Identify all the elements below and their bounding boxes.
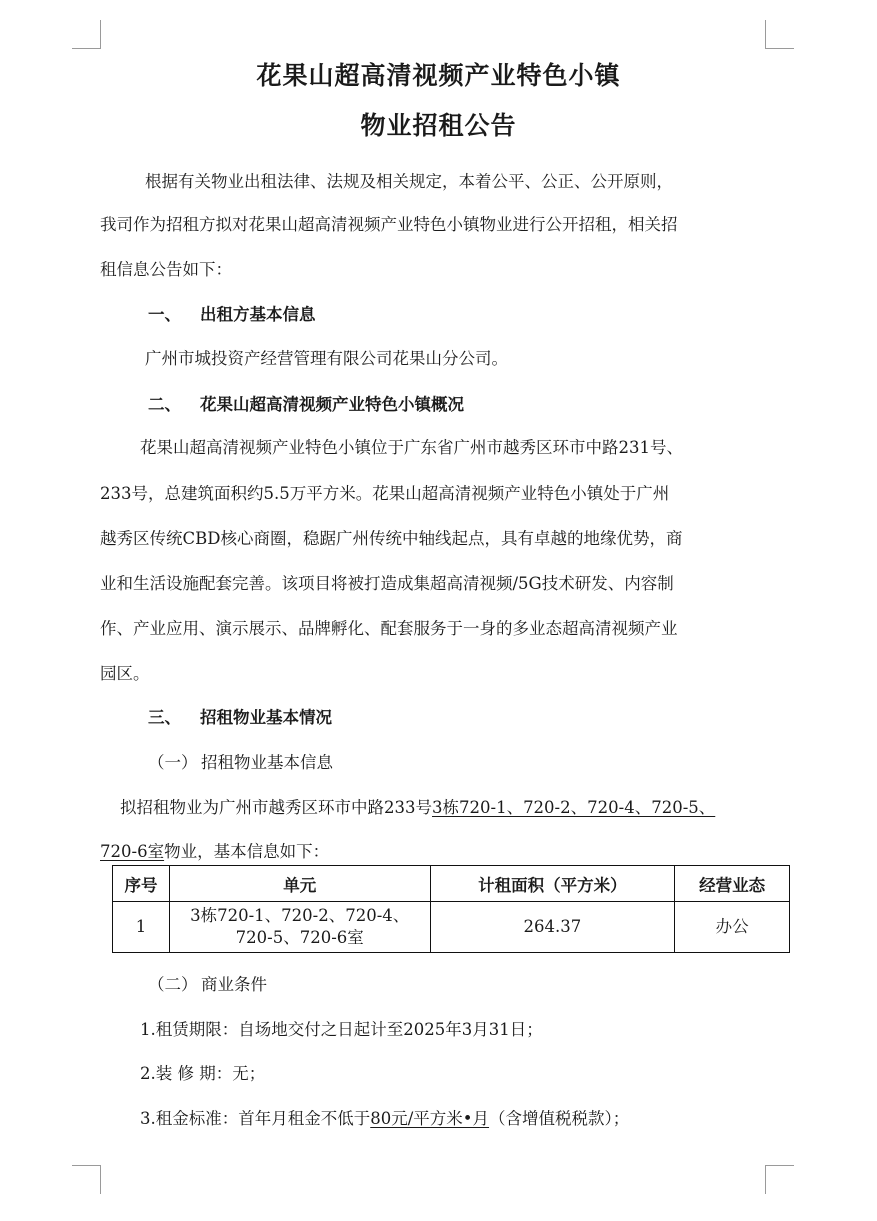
document-title: 花果山超高清视频产业特色小镇	[256, 61, 621, 90]
cell-use: 办公	[675, 902, 790, 953]
crop-mark-bottom-right	[765, 1165, 794, 1194]
crop-mark-top-right	[765, 20, 794, 49]
subsection-1-number: （一）	[148, 753, 198, 772]
subsection-2-title: 商业条件	[201, 975, 267, 994]
section-3-number: 三、	[148, 708, 181, 727]
section-1-number: 一、	[148, 305, 181, 324]
header-no: 序号	[113, 866, 170, 902]
crop-mark-top-left	[72, 20, 101, 49]
property-info-table	[112, 865, 790, 953]
section-2-line-1: 花果山超高清视频产业特色小镇位于广东省广州市越秀区环市中路231号、	[140, 438, 683, 457]
cell-unit	[169, 902, 430, 953]
cell-unit-line-2: 720-5、720-6室	[235, 928, 364, 947]
intro-line-2: 我司作为招租方拟对花果山超高清视频产业特色小镇物业进行公开招租，相关招	[100, 215, 678, 234]
crop-mark-bottom-left	[72, 1165, 101, 1194]
property-description-line-2	[100, 838, 329, 862]
property-units-part-1: 3栋720-1、720-2、720-4、720-5、	[432, 798, 716, 817]
section-2-line-6: 园区。	[100, 664, 150, 683]
section-2-heading	[148, 391, 464, 415]
term-lease-period: 1.租赁期限：自场地交付之日起计至2025年3月31日；	[140, 1020, 543, 1039]
property-address: 拟招租物业为广州市越秀区环市中路233号	[120, 798, 432, 817]
section-2-line-2: 233号，总建筑面积约5.5万平方米。花果山超高清视频产业特色小镇处于广州	[100, 484, 670, 503]
document-subtitle: 物业招租公告	[360, 111, 517, 140]
header-unit: 单元	[169, 866, 430, 902]
section-3-heading	[148, 704, 332, 728]
table-row	[113, 902, 790, 953]
rent-amount: 80元/平方米•月	[370, 1109, 490, 1128]
property-description-suffix: 物业，基本信息如下：	[164, 842, 330, 861]
subsection-2-heading	[148, 971, 267, 995]
section-2-line-3: 越秀区传统CBD核心商圈，稳踞广州传统中轴线起点，具有卓越的地缘优势，商	[100, 529, 683, 548]
term-rent-standard	[140, 1105, 629, 1129]
cell-unit-line-1: 3栋720-1、720-2、720-4、	[190, 906, 410, 925]
section-2-number: 二、	[148, 395, 181, 414]
subsection-2-number: （二）	[148, 975, 198, 994]
rent-standard-label: 3.租金标准：首年月租金不低于	[140, 1109, 371, 1128]
intro-line-3: 租信息公告如下：	[100, 260, 232, 279]
header-area: 计租面积（平方米）	[430, 866, 675, 902]
property-units-part-2: 720-6室	[100, 842, 165, 861]
cell-area: 264.37	[430, 902, 675, 953]
section-1-body: 广州市城投资产经营管理有限公司花果山分公司。	[145, 349, 508, 368]
subsection-1-title: 招租物业基本信息	[201, 753, 333, 772]
header-use: 经营业态	[675, 866, 790, 902]
subsection-1-heading	[148, 749, 333, 773]
intro-line-1: 根据有关物业出租法律、法规及相关规定，本着公平、公正、公开原则，	[145, 172, 673, 191]
section-3-title: 招租物业基本情况	[200, 708, 332, 727]
section-1-heading	[148, 301, 316, 325]
section-2-line-4: 业和生活设施配套完善。该项目将被打造成集超高清视频/5G技术研发、内容制	[100, 574, 674, 593]
section-2-line-5: 作、产业应用、演示展示、品牌孵化、配套服务于一身的多业态超高清视频产业	[100, 619, 678, 638]
table-header-row	[113, 866, 790, 902]
term-renovation-period: 2.装 修 期：无；	[140, 1064, 266, 1083]
rent-tax-note: （含增值税税款）；	[489, 1109, 630, 1128]
section-2-title: 花果山超高清视频产业特色小镇概况	[200, 395, 464, 414]
cell-no: 1	[113, 902, 170, 953]
section-1-title: 出租方基本信息	[200, 305, 316, 324]
property-description-line-1	[120, 794, 715, 818]
